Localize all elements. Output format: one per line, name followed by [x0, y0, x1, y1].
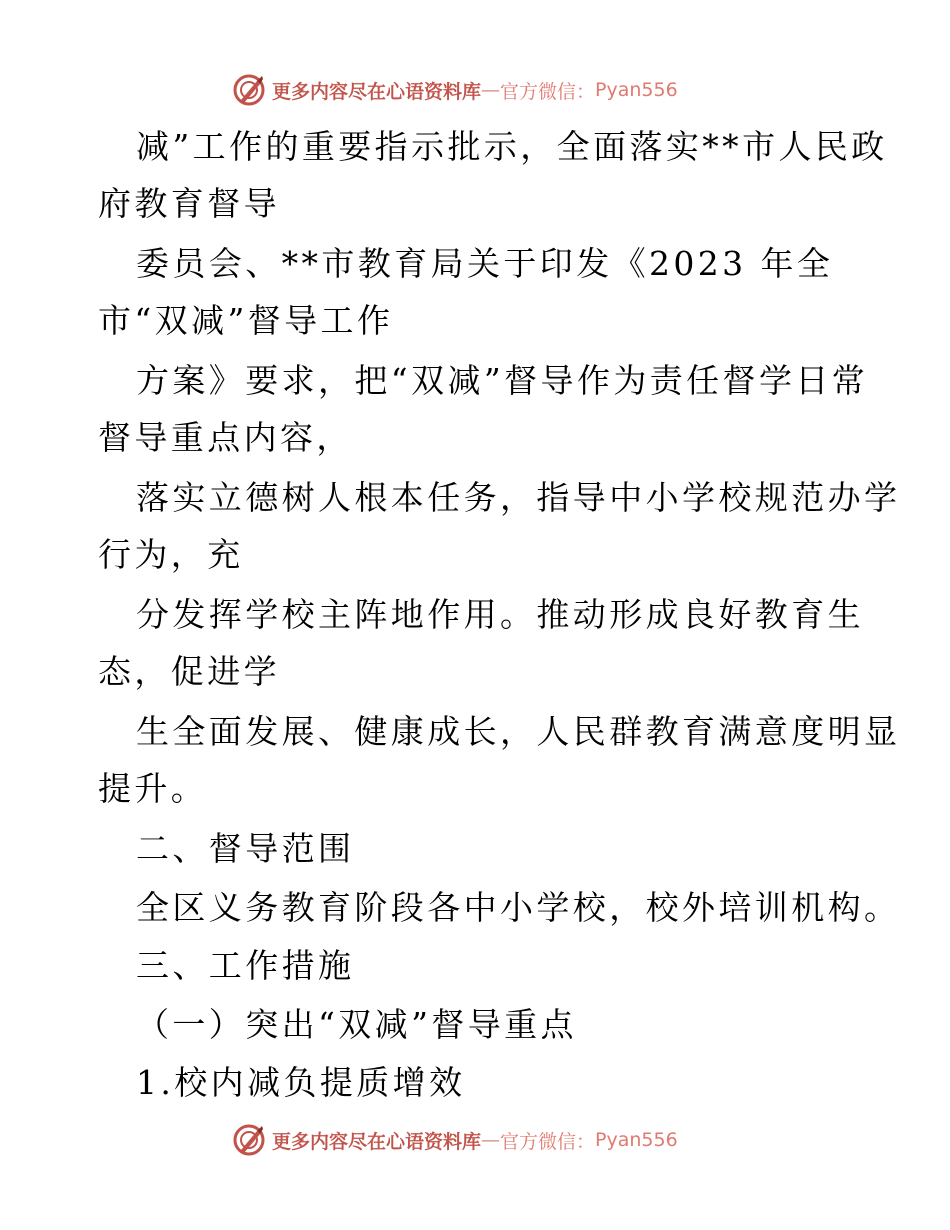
body-line: 分发挥学校主阵地作用。推动形成良好教育生 [136, 595, 864, 634]
body-line: 行为，充 [98, 535, 244, 574]
body-line: 方案》要求，把“双减”督导作为责任督学日常 [136, 361, 869, 400]
section-heading: 二、督导范围 [136, 829, 355, 868]
wechat-label: 官方微信： [500, 80, 596, 103]
logo-icon [232, 73, 266, 107]
logo-icon [232, 1123, 266, 1157]
banner-separator: — [481, 79, 501, 101]
body-line: 市“双减”督导工作 [98, 301, 394, 340]
body-line: 府教育督导 [98, 184, 280, 223]
header-banner [232, 72, 678, 108]
wechat-id: Pyan556 [595, 1129, 678, 1151]
brand-text: 更多内容尽在心语资料库 [272, 1130, 482, 1153]
banner-separator: — [481, 1129, 501, 1151]
wechat-id: Pyan556 [595, 79, 678, 101]
body-line: 态，促进学 [98, 652, 280, 691]
body-line: 减”工作的重要指示批示，全面落实**市人民政 [136, 127, 888, 166]
body-line: 落实立德树人根本任务，指导中小学校规范办学 [136, 478, 901, 517]
item-heading: 1.校内减负提质增效 [136, 1063, 466, 1102]
body-line: 提升。 [98, 769, 208, 808]
body-line: 督导重点内容， [98, 418, 353, 457]
body-line: 生全面发展、健康成长，人民群教育满意度明显 [136, 712, 901, 751]
section-heading: 三、工作措施 [136, 946, 355, 985]
footer-banner [232, 1122, 678, 1158]
subsection-heading: （一）突出“双减”督导重点 [136, 1005, 577, 1044]
body-line: 全区义务教育阶段各中小学校，校外培训机构。 [136, 888, 901, 927]
brand-text: 更多内容尽在心语资料库 [272, 80, 482, 103]
body-line: 委员会、**市教育局关于印发《2023 年全 [136, 244, 834, 283]
wechat-label: 官方微信： [500, 1130, 596, 1153]
